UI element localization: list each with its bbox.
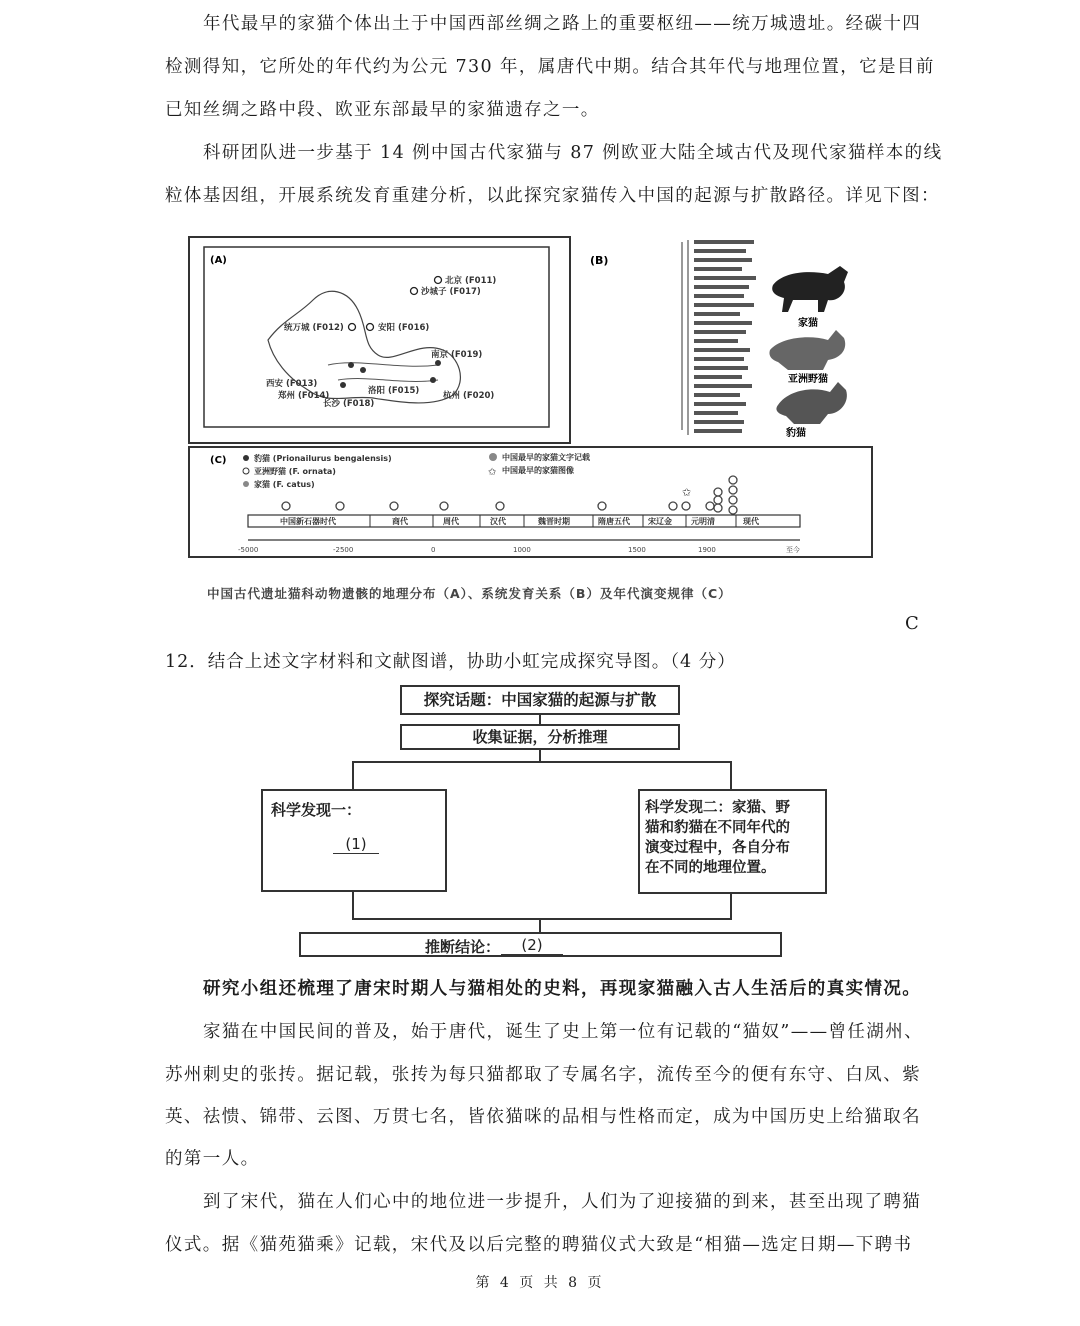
- tick-0: 0: [431, 546, 436, 554]
- period-yuanmingqing: 元明清: [691, 517, 715, 526]
- tick-1000: 1000: [513, 546, 531, 554]
- legend-earliest-image: 中国最早的家猫图像: [502, 466, 574, 475]
- evidence-box: 收集证据，分析推理: [400, 724, 680, 750]
- conclusion-label: 推断结论：: [425, 938, 501, 956]
- finding-2-box: [638, 789, 827, 894]
- p3-line4: 的第一人。: [165, 1149, 260, 1169]
- site-anyang: 安阳 (F016): [378, 323, 430, 333]
- phylogeny-tree: [682, 240, 688, 435]
- tick-1900: 1900: [698, 546, 716, 554]
- site-changsha: 长沙 (F018): [323, 399, 375, 409]
- p3-line3: 英、祛愦、锦带、云图、万贯七名，皆依猫咪的品相与性格而定，成为中国历史上给猫取名: [165, 1107, 921, 1127]
- svg-text:✩: ✩: [682, 486, 692, 499]
- tick-2500: -2500: [333, 546, 354, 554]
- legend-domestic-cat: 家猫 (F. catus): [254, 480, 315, 489]
- species-wild-cat: 亚洲野猫: [788, 374, 828, 385]
- finding-2-line4: 在不同的地理位置。: [645, 860, 776, 876]
- site-beijing: 北京 (F011): [445, 276, 497, 286]
- site-nanjing: 南京 (F019): [431, 350, 483, 360]
- p1-line3: 已知丝绸之路中段、欧亚东部最早的家猫遗存之一。: [165, 100, 600, 120]
- tree-leaves: [694, 240, 756, 433]
- p2-line1: 科研团队进一步基于 14 例中国古代家猫与 87 例欧亚大陆全域古代及现代家猫样本的线: [203, 143, 943, 163]
- species-domestic-cat: 家猫: [798, 318, 818, 329]
- tick-1500: 1500: [628, 546, 646, 554]
- finding-1-box: [261, 789, 447, 892]
- cat-distribution-figure: [188, 230, 883, 565]
- p1-line1: 年代最早的家猫个体出土于中国西部丝绸之路上的重要枢纽——统万城遗址。经碳十四: [203, 14, 922, 34]
- question-12-prompt: 12．结合上述文字材料和文献图谱，协助小虹完成探究导图。（4 分）: [165, 652, 736, 672]
- legend-earliest-record: 中国最早的家猫文字记载: [502, 453, 590, 462]
- site-tongwancheng: 统万城 (F012): [284, 323, 344, 333]
- period-suitang: 隋唐五代: [598, 517, 630, 526]
- period-han: 汉代: [490, 517, 506, 526]
- period-modern: 现代: [743, 517, 759, 526]
- p3-line2: 苏州刺史的张抟。据记载，张抟为每只猫都取了专属名字，流传至今的便有东守、白凤、紫: [165, 1065, 921, 1085]
- p4-line1: 到了宋代，猫在人们心中的地位进一步提升，人们为了迎接猫的到来，甚至出现了聘猫: [203, 1192, 922, 1212]
- p1-line2: 检测得知，它所处的年代约为公元 730 年，属唐代中期。结合其年代与地理位置，它是目前: [165, 57, 935, 77]
- finding-2-line2: 猫和豹猫在不同年代的: [645, 820, 790, 836]
- finding-2-line1: 科学发现二：家猫、野: [645, 800, 790, 816]
- period-zhou: 周代: [443, 517, 459, 526]
- panel-a-label: (A): [210, 255, 227, 266]
- panel-c-label: (C): [210, 455, 227, 466]
- p2-line2: 粒体基因组，开展系统发育重建分析，以此探究家猫传入中国的起源与扩散路径。详见下图：: [165, 186, 940, 206]
- tick-now: 至今: [786, 546, 800, 554]
- panel-b-label: (B): [590, 254, 609, 267]
- finding-1-label: 科学发现一：: [271, 801, 362, 819]
- finding-1-blank[interactable]: (1): [333, 835, 379, 854]
- wild-cat-drawing: [769, 330, 845, 370]
- legend-leopard-cat: 豹猫 (Prionailurus bengalensis): [254, 454, 392, 463]
- site-xian: 西安 (F013): [266, 379, 318, 389]
- domestic-cat-drawing: [772, 266, 848, 312]
- p3-line1: 家猫在中国民间的普及，始于唐代，诞生了史上第一位有记载的“猫奴”——曾任湖州、: [203, 1022, 923, 1042]
- leopard-cat-drawing: [776, 382, 846, 424]
- period-songliaojin: 宋辽金: [648, 517, 672, 526]
- site-shachengzi: 沙城子 (F017): [421, 287, 481, 297]
- answer-letter: C: [905, 613, 919, 634]
- figure-caption: 中国古代遗址猫科动物遗骸的地理分布（A）、系统发育关系（B）及年代演变规律（C）: [207, 586, 732, 601]
- conclusion-blank[interactable]: (2): [501, 936, 563, 955]
- topic-box: 探究话题：中国家猫的起源与扩散: [400, 685, 680, 715]
- period-neolithic: 中国新石器时代: [280, 517, 336, 526]
- tick-5000: -5000: [238, 546, 259, 554]
- period-shang: 商代: [392, 517, 408, 526]
- page-footer: 第 4 页 共 8 页: [475, 1275, 605, 1291]
- svg-text:✩: ✩: [488, 467, 497, 478]
- p4-line2: 仪式。据《猫苑猫乘》记载，宋代及以后完整的聘猫仪式大致是“相猫—选定日期—下聘书: [165, 1235, 913, 1255]
- site-zhengzhou: 郑州 (F014): [278, 391, 330, 401]
- section-intro: 研究小组还梳理了唐宋时期人与猫相处的史料，再现家猫融入古人生活后的真实情况。: [203, 979, 922, 999]
- conclusion-box: [299, 932, 782, 957]
- finding-2-line3: 演变过程中，各自分布: [645, 840, 790, 856]
- site-luoyang: 洛阳 (F015): [368, 386, 420, 396]
- species-leopard-cat: 豹猫: [786, 428, 806, 439]
- site-hangzhou: 杭州 (F020): [443, 391, 495, 401]
- legend-wild-cat: 亚洲野猫 (F. ornata): [254, 467, 336, 476]
- period-weijin: 魏晋时期: [538, 517, 570, 526]
